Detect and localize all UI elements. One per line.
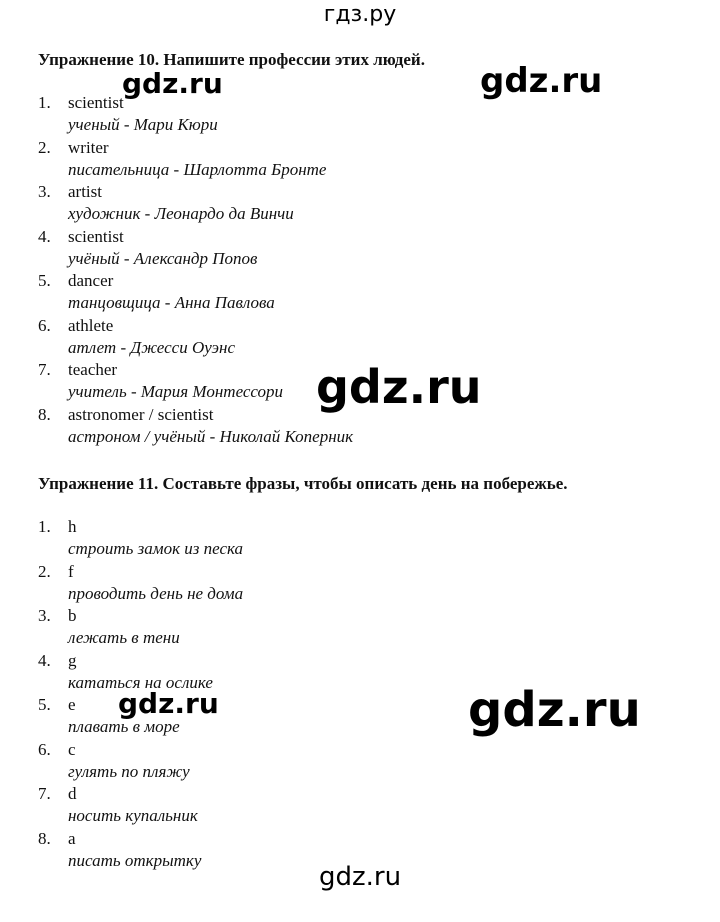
watermark-overlay: gdz.ru xyxy=(122,67,223,100)
answer-letter: e xyxy=(68,695,76,714)
item-number: 4. xyxy=(38,226,51,246)
english-answer: athlete xyxy=(68,315,114,335)
exercise-11-title: Упражнение 11. Составьте фразы, чтобы описать день на побережье. xyxy=(38,474,568,493)
item-number: 2. xyxy=(38,137,51,157)
answer-letter: c xyxy=(68,739,76,759)
english-answer: artist xyxy=(68,182,102,201)
answer-letter: d xyxy=(68,784,77,803)
item-number: 8. xyxy=(38,828,51,848)
item-number: 7. xyxy=(38,784,51,803)
russian-translation: носить купальник xyxy=(68,806,198,825)
item-number: 2. xyxy=(38,561,51,581)
item-number: 4. xyxy=(38,650,51,670)
russian-translation: писательница - Шарлотта Бронте xyxy=(68,159,327,179)
russian-translation: учёный - Александр Попов xyxy=(68,248,258,268)
russian-translation: ученый - Мари Кюри xyxy=(68,115,218,134)
english-answer: teacher xyxy=(68,360,118,379)
english-answer: dancer xyxy=(68,271,114,290)
answer-letter: h xyxy=(68,517,77,536)
item-number: 8. xyxy=(38,404,51,424)
item-number: 5. xyxy=(38,695,51,714)
watermark-overlay: gdz.ru xyxy=(316,360,482,414)
english-answer: scientist xyxy=(68,93,124,112)
watermark-top: гдз.ру xyxy=(323,2,397,27)
russian-translation: учитель - Мария Монтессори xyxy=(68,382,284,401)
item-number: 6. xyxy=(38,739,51,759)
russian-translation: кататься на ослике xyxy=(68,672,213,692)
english-answer: writer xyxy=(68,137,109,157)
answer-letter: g xyxy=(68,650,77,670)
answer-letter: b xyxy=(68,606,77,625)
watermark-bottom: gdz.ru xyxy=(318,862,402,892)
russian-translation: гулять по пляжу xyxy=(68,761,190,781)
item-number: 3. xyxy=(38,182,51,201)
item-number: 6. xyxy=(38,315,51,335)
russian-translation: писать открытку xyxy=(68,850,202,870)
russian-translation: лежать в тени xyxy=(68,628,180,647)
item-number: 3. xyxy=(38,606,51,625)
item-number: 1. xyxy=(38,93,51,112)
watermark-overlay: gdz.ru xyxy=(468,682,641,738)
answer-letter: f xyxy=(68,561,74,581)
watermark-overlay: gdz.ru xyxy=(118,687,219,720)
item-number: 1. xyxy=(38,517,51,536)
russian-translation: проводить день не дома xyxy=(68,583,244,603)
item-number: 5. xyxy=(38,271,51,290)
russian-translation: строить замок из песка xyxy=(68,539,244,558)
english-answer: astronomer / scientist xyxy=(68,404,214,424)
item-number: 7. xyxy=(38,360,51,379)
russian-translation: плавать в море xyxy=(68,717,180,736)
russian-translation: атлет - Джесси Оуэнс xyxy=(68,337,236,357)
answer-letter: a xyxy=(68,828,76,848)
exercise-10-title: Упражнение 10. Напишите профессии этих людей. xyxy=(38,50,425,69)
russian-translation: художник - Леонардо да Винчи xyxy=(68,204,294,223)
russian-translation: астроном / учёный - Николай Коперник xyxy=(68,426,354,446)
russian-translation: танцовщица - Анна Павлова xyxy=(68,293,275,312)
watermark-overlay: gdz.ru xyxy=(480,61,603,101)
english-answer: scientist xyxy=(68,226,124,246)
